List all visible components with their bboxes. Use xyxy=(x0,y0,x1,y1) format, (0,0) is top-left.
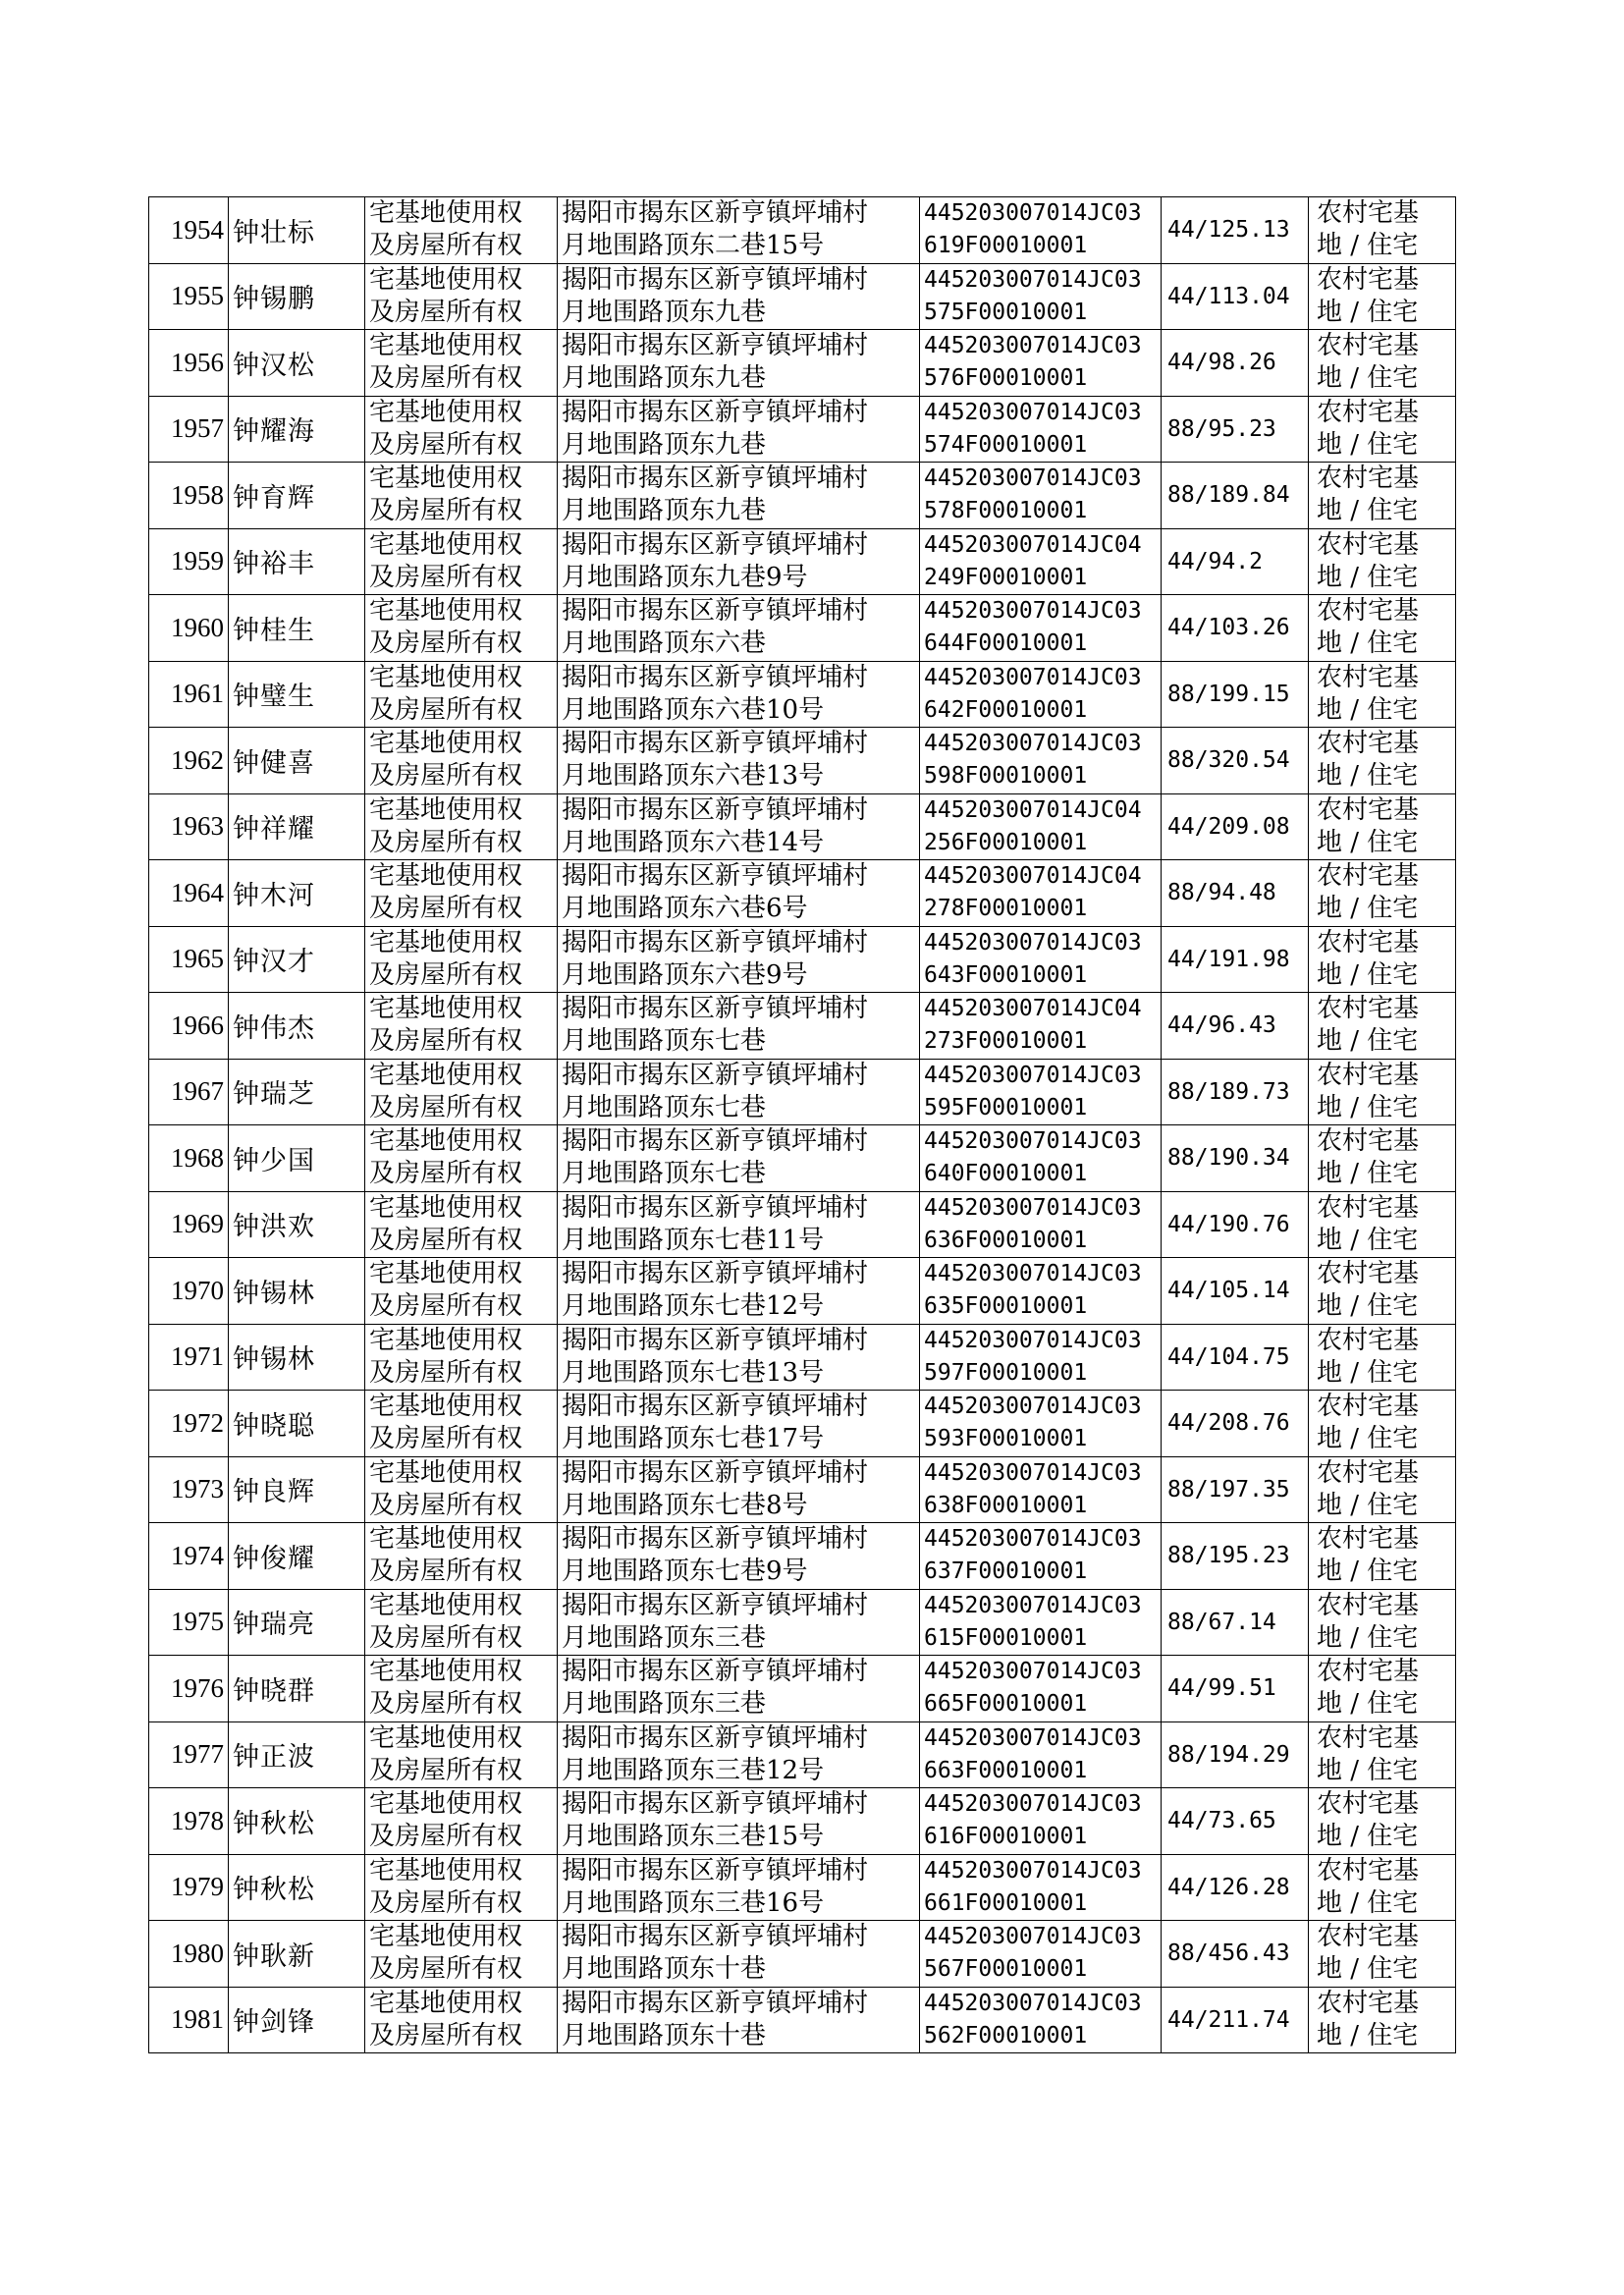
table-row xyxy=(149,1391,1456,1457)
record-number-cell: 1980 xyxy=(149,1921,229,1988)
record-number-cell: 1972 xyxy=(149,1391,229,1457)
owner-name-cell: 钟锡林 xyxy=(229,1258,365,1325)
area-cell: 88/190.34 xyxy=(1162,1125,1309,1192)
right-type-cell: 宅基地使用权 及房屋所有权 xyxy=(365,1391,558,1457)
area-cell: 44/211.74 xyxy=(1162,1987,1309,2053)
table-row xyxy=(149,463,1456,529)
parcel-code-cell: 445203007014JC03 637F00010001 xyxy=(920,1523,1162,1590)
area-cell: 44/113.04 xyxy=(1162,263,1309,330)
parcel-code-cell: 445203007014JC03 593F00010001 xyxy=(920,1391,1162,1457)
right-type-cell: 宅基地使用权 及房屋所有权 xyxy=(365,728,558,794)
table-row xyxy=(149,1523,1456,1590)
address-cell: 揭阳市揭东区新亨镇坪埔村 月地围路顶东七巷 xyxy=(558,1125,920,1192)
record-number-cell: 1967 xyxy=(149,1059,229,1125)
land-use-cell: 农村宅基 地 / 住宅 xyxy=(1309,1059,1456,1125)
record-number-cell: 1979 xyxy=(149,1854,229,1921)
parcel-code-cell: 445203007014JC03 597F00010001 xyxy=(920,1324,1162,1391)
area-cell: 88/189.73 xyxy=(1162,1059,1309,1125)
address-cell: 揭阳市揭东区新亨镇坪埔村 月地围路顶东十巷 xyxy=(558,1921,920,1988)
parcel-code-cell: 445203007014JC03 616F00010001 xyxy=(920,1788,1162,1855)
table-row xyxy=(149,1656,1456,1722)
parcel-code-cell: 445203007014JC03 665F00010001 xyxy=(920,1656,1162,1722)
area-cell: 44/190.76 xyxy=(1162,1191,1309,1258)
right-type-cell: 宅基地使用权 及房屋所有权 xyxy=(365,463,558,529)
right-type-cell: 宅基地使用权 及房屋所有权 xyxy=(365,1854,558,1921)
land-use-cell: 农村宅基 地 / 住宅 xyxy=(1309,1854,1456,1921)
owner-name-cell: 钟秋松 xyxy=(229,1854,365,1921)
table-row xyxy=(149,528,1456,595)
parcel-code-cell: 445203007014JC04 273F00010001 xyxy=(920,993,1162,1060)
record-number-cell: 1973 xyxy=(149,1456,229,1523)
right-type-cell: 宅基地使用权 及房屋所有权 xyxy=(365,1987,558,2053)
area-cell: 44/98.26 xyxy=(1162,330,1309,397)
land-use-cell: 农村宅基 地 / 住宅 xyxy=(1309,1523,1456,1590)
area-cell: 88/194.29 xyxy=(1162,1721,1309,1788)
record-number-cell: 1977 xyxy=(149,1721,229,1788)
address-cell: 揭阳市揭东区新亨镇坪埔村 月地围路顶东六巷14号 xyxy=(558,793,920,860)
owner-name-cell: 钟晓群 xyxy=(229,1656,365,1722)
land-use-cell: 农村宅基 地 / 住宅 xyxy=(1309,197,1456,264)
parcel-code-cell: 445203007014JC03 640F00010001 xyxy=(920,1125,1162,1192)
parcel-code-cell: 445203007014JC03 595F00010001 xyxy=(920,1059,1162,1125)
right-type-cell: 宅基地使用权 及房屋所有权 xyxy=(365,1191,558,1258)
table-row xyxy=(149,793,1456,860)
table-row xyxy=(149,197,1456,264)
parcel-code-cell: 445203007014JC03 635F00010001 xyxy=(920,1258,1162,1325)
record-number-cell: 1958 xyxy=(149,463,229,529)
address-cell: 揭阳市揭东区新亨镇坪埔村 月地围路顶东六巷6号 xyxy=(558,860,920,927)
parcel-code-cell: 445203007014JC03 638F00010001 xyxy=(920,1456,1162,1523)
area-cell: 44/94.2 xyxy=(1162,528,1309,595)
area-cell: 44/126.28 xyxy=(1162,1854,1309,1921)
land-use-cell: 农村宅基 地 / 住宅 xyxy=(1309,1589,1456,1656)
area-cell: 88/95.23 xyxy=(1162,396,1309,463)
right-type-cell: 宅基地使用权 及房屋所有权 xyxy=(365,396,558,463)
right-type-cell: 宅基地使用权 及房屋所有权 xyxy=(365,1125,558,1192)
land-use-cell: 农村宅基 地 / 住宅 xyxy=(1309,1191,1456,1258)
address-cell: 揭阳市揭东区新亨镇坪埔村 月地围路顶东三巷15号 xyxy=(558,1788,920,1855)
area-cell: 44/208.76 xyxy=(1162,1391,1309,1457)
right-type-cell: 宅基地使用权 及房屋所有权 xyxy=(365,793,558,860)
land-use-cell: 农村宅基 地 / 住宅 xyxy=(1309,993,1456,1060)
parcel-code-cell: 445203007014JC04 256F00010001 xyxy=(920,793,1162,860)
owner-name-cell: 钟璧生 xyxy=(229,661,365,728)
address-cell: 揭阳市揭东区新亨镇坪埔村 月地围路顶东七巷12号 xyxy=(558,1258,920,1325)
parcel-code-cell: 445203007014JC03 642F00010001 xyxy=(920,661,1162,728)
record-number-cell: 1957 xyxy=(149,396,229,463)
right-type-cell: 宅基地使用权 及房屋所有权 xyxy=(365,1324,558,1391)
owner-name-cell: 钟瑞芝 xyxy=(229,1059,365,1125)
table-row xyxy=(149,728,1456,794)
owner-name-cell: 钟良辉 xyxy=(229,1456,365,1523)
address-cell: 揭阳市揭东区新亨镇坪埔村 月地围路顶东七巷17号 xyxy=(558,1391,920,1457)
table-row xyxy=(149,1191,1456,1258)
right-type-cell: 宅基地使用权 及房屋所有权 xyxy=(365,1059,558,1125)
land-use-cell: 农村宅基 地 / 住宅 xyxy=(1309,1788,1456,1855)
parcel-code-cell: 445203007014JC03 644F00010001 xyxy=(920,595,1162,662)
table-row xyxy=(149,1456,1456,1523)
right-type-cell: 宅基地使用权 及房屋所有权 xyxy=(365,528,558,595)
record-number-cell: 1978 xyxy=(149,1788,229,1855)
area-cell: 44/209.08 xyxy=(1162,793,1309,860)
address-cell: 揭阳市揭东区新亨镇坪埔村 月地围路顶东三巷12号 xyxy=(558,1721,920,1788)
record-number-cell: 1971 xyxy=(149,1324,229,1391)
parcel-code-cell: 445203007014JC03 663F00010001 xyxy=(920,1721,1162,1788)
table-row xyxy=(149,1258,1456,1325)
address-cell: 揭阳市揭东区新亨镇坪埔村 月地围路顶东三巷16号 xyxy=(558,1854,920,1921)
parcel-code-cell: 445203007014JC04 278F00010001 xyxy=(920,860,1162,927)
record-number-cell: 1981 xyxy=(149,1987,229,2053)
record-number-cell: 1960 xyxy=(149,595,229,662)
area-cell: 44/191.98 xyxy=(1162,926,1309,993)
owner-name-cell: 钟洪欢 xyxy=(229,1191,365,1258)
area-cell: 88/94.48 xyxy=(1162,860,1309,927)
table-row xyxy=(149,595,1456,662)
table-row xyxy=(149,330,1456,397)
parcel-code-cell: 445203007014JC03 562F00010001 xyxy=(920,1987,1162,2053)
table-row xyxy=(149,661,1456,728)
owner-name-cell: 钟正波 xyxy=(229,1721,365,1788)
land-use-cell: 农村宅基 地 / 住宅 xyxy=(1309,1721,1456,1788)
record-number-cell: 1964 xyxy=(149,860,229,927)
address-cell: 揭阳市揭东区新亨镇坪埔村 月地围路顶东九巷 xyxy=(558,263,920,330)
right-type-cell: 宅基地使用权 及房屋所有权 xyxy=(365,1589,558,1656)
table-row xyxy=(149,1987,1456,2053)
parcel-code-cell: 445203007014JC03 567F00010001 xyxy=(920,1921,1162,1988)
owner-name-cell: 钟锡林 xyxy=(229,1324,365,1391)
right-type-cell: 宅基地使用权 及房屋所有权 xyxy=(365,661,558,728)
owner-name-cell: 钟俊耀 xyxy=(229,1523,365,1590)
table-row xyxy=(149,396,1456,463)
land-use-cell: 农村宅基 地 / 住宅 xyxy=(1309,860,1456,927)
land-use-cell: 农村宅基 地 / 住宅 xyxy=(1309,396,1456,463)
record-number-cell: 1976 xyxy=(149,1656,229,1722)
table-row xyxy=(149,993,1456,1060)
land-use-cell: 农村宅基 地 / 住宅 xyxy=(1309,1987,1456,2053)
area-cell: 88/320.54 xyxy=(1162,728,1309,794)
right-type-cell: 宅基地使用权 及房屋所有权 xyxy=(365,1523,558,1590)
address-cell: 揭阳市揭东区新亨镇坪埔村 月地围路顶东七巷9号 xyxy=(558,1523,920,1590)
area-cell: 88/189.84 xyxy=(1162,463,1309,529)
owner-name-cell: 钟祥耀 xyxy=(229,793,365,860)
area-cell: 44/104.75 xyxy=(1162,1324,1309,1391)
land-use-cell: 农村宅基 地 / 住宅 xyxy=(1309,1391,1456,1457)
land-use-cell: 农村宅基 地 / 住宅 xyxy=(1309,595,1456,662)
parcel-code-cell: 445203007014JC03 576F00010001 xyxy=(920,330,1162,397)
address-cell: 揭阳市揭东区新亨镇坪埔村 月地围路顶东三巷 xyxy=(558,1656,920,1722)
address-cell: 揭阳市揭东区新亨镇坪埔村 月地围路顶东六巷9号 xyxy=(558,926,920,993)
land-use-cell: 农村宅基 地 / 住宅 xyxy=(1309,263,1456,330)
record-number-cell: 1969 xyxy=(149,1191,229,1258)
right-type-cell: 宅基地使用权 及房屋所有权 xyxy=(365,860,558,927)
record-number-cell: 1966 xyxy=(149,993,229,1060)
owner-name-cell: 钟秋松 xyxy=(229,1788,365,1855)
land-use-cell: 农村宅基 地 / 住宅 xyxy=(1309,1921,1456,1988)
table-row xyxy=(149,1921,1456,1988)
owner-name-cell: 钟锡鹏 xyxy=(229,263,365,330)
record-number-cell: 1975 xyxy=(149,1589,229,1656)
address-cell: 揭阳市揭东区新亨镇坪埔村 月地围路顶东九巷 xyxy=(558,463,920,529)
address-cell: 揭阳市揭东区新亨镇坪埔村 月地围路顶东六巷10号 xyxy=(558,661,920,728)
land-use-cell: 农村宅基 地 / 住宅 xyxy=(1309,1324,1456,1391)
owner-name-cell: 钟壮标 xyxy=(229,197,365,264)
right-type-cell: 宅基地使用权 及房屋所有权 xyxy=(365,993,558,1060)
parcel-code-cell: 445203007014JC03 619F00010001 xyxy=(920,197,1162,264)
right-type-cell: 宅基地使用权 及房屋所有权 xyxy=(365,1258,558,1325)
table-row xyxy=(149,860,1456,927)
address-cell: 揭阳市揭东区新亨镇坪埔村 月地围路顶东三巷 xyxy=(558,1589,920,1656)
table-row xyxy=(149,1788,1456,1855)
record-number-cell: 1974 xyxy=(149,1523,229,1590)
right-type-cell: 宅基地使用权 及房屋所有权 xyxy=(365,1656,558,1722)
area-cell: 88/67.14 xyxy=(1162,1589,1309,1656)
area-cell: 44/96.43 xyxy=(1162,993,1309,1060)
owner-name-cell: 钟晓聪 xyxy=(229,1391,365,1457)
owner-name-cell: 钟少国 xyxy=(229,1125,365,1192)
land-use-cell: 农村宅基 地 / 住宅 xyxy=(1309,661,1456,728)
area-cell: 44/99.51 xyxy=(1162,1656,1309,1722)
right-type-cell: 宅基地使用权 及房屋所有权 xyxy=(365,926,558,993)
address-cell: 揭阳市揭东区新亨镇坪埔村 月地围路顶东六巷13号 xyxy=(558,728,920,794)
table-row xyxy=(149,1854,1456,1921)
right-type-cell: 宅基地使用权 及房屋所有权 xyxy=(365,1721,558,1788)
address-cell: 揭阳市揭东区新亨镇坪埔村 月地围路顶东七巷13号 xyxy=(558,1324,920,1391)
owner-name-cell: 钟育辉 xyxy=(229,463,365,529)
record-number-cell: 1954 xyxy=(149,197,229,264)
land-use-cell: 农村宅基 地 / 住宅 xyxy=(1309,528,1456,595)
address-cell: 揭阳市揭东区新亨镇坪埔村 月地围路顶东七巷 xyxy=(558,1059,920,1125)
record-number-cell: 1965 xyxy=(149,926,229,993)
area-cell: 44/125.13 xyxy=(1162,197,1309,264)
owner-name-cell: 钟汉才 xyxy=(229,926,365,993)
right-type-cell: 宅基地使用权 及房屋所有权 xyxy=(365,1788,558,1855)
parcel-code-cell: 445203007014JC03 615F00010001 xyxy=(920,1589,1162,1656)
land-use-cell: 农村宅基 地 / 住宅 xyxy=(1309,1456,1456,1523)
owner-name-cell: 钟耿新 xyxy=(229,1921,365,1988)
parcel-code-cell: 445203007014JC03 575F00010001 xyxy=(920,263,1162,330)
record-number-cell: 1959 xyxy=(149,528,229,595)
address-cell: 揭阳市揭东区新亨镇坪埔村 月地围路顶东十巷 xyxy=(558,1987,920,2053)
table-row xyxy=(149,1059,1456,1125)
parcel-code-cell: 445203007014JC03 643F00010001 xyxy=(920,926,1162,993)
address-cell: 揭阳市揭东区新亨镇坪埔村 月地围路顶东七巷11号 xyxy=(558,1191,920,1258)
area-cell: 88/199.15 xyxy=(1162,661,1309,728)
table-body xyxy=(149,197,1456,2053)
address-cell: 揭阳市揭东区新亨镇坪埔村 月地围路顶东七巷8号 xyxy=(558,1456,920,1523)
right-type-cell: 宅基地使用权 及房屋所有权 xyxy=(365,595,558,662)
parcel-code-cell: 445203007014JC04 249F00010001 xyxy=(920,528,1162,595)
record-number-cell: 1962 xyxy=(149,728,229,794)
registry-table xyxy=(148,196,1456,2053)
land-use-cell: 农村宅基 地 / 住宅 xyxy=(1309,1656,1456,1722)
table-row xyxy=(149,1324,1456,1391)
land-use-cell: 农村宅基 地 / 住宅 xyxy=(1309,1258,1456,1325)
parcel-code-cell: 445203007014JC03 636F00010001 xyxy=(920,1191,1162,1258)
owner-name-cell: 钟瑞亮 xyxy=(229,1589,365,1656)
owner-name-cell: 钟桂生 xyxy=(229,595,365,662)
land-use-cell: 农村宅基 地 / 住宅 xyxy=(1309,926,1456,993)
address-cell: 揭阳市揭东区新亨镇坪埔村 月地围路顶东七巷 xyxy=(558,993,920,1060)
table-row xyxy=(149,1125,1456,1192)
record-number-cell: 1963 xyxy=(149,793,229,860)
table-row xyxy=(149,926,1456,993)
address-cell: 揭阳市揭东区新亨镇坪埔村 月地围路顶东二巷15号 xyxy=(558,197,920,264)
address-cell: 揭阳市揭东区新亨镇坪埔村 月地围路顶东九巷 xyxy=(558,396,920,463)
table-row xyxy=(149,1589,1456,1656)
record-number-cell: 1955 xyxy=(149,263,229,330)
land-use-cell: 农村宅基 地 / 住宅 xyxy=(1309,463,1456,529)
land-use-cell: 农村宅基 地 / 住宅 xyxy=(1309,1125,1456,1192)
right-type-cell: 宅基地使用权 及房屋所有权 xyxy=(365,1456,558,1523)
owner-name-cell: 钟耀海 xyxy=(229,396,365,463)
record-number-cell: 1961 xyxy=(149,661,229,728)
area-cell: 88/195.23 xyxy=(1162,1523,1309,1590)
area-cell: 88/197.35 xyxy=(1162,1456,1309,1523)
right-type-cell: 宅基地使用权 及房屋所有权 xyxy=(365,197,558,264)
right-type-cell: 宅基地使用权 及房屋所有权 xyxy=(365,1921,558,1988)
owner-name-cell: 钟汉松 xyxy=(229,330,365,397)
parcel-code-cell: 445203007014JC03 598F00010001 xyxy=(920,728,1162,794)
parcel-code-cell: 445203007014JC03 574F00010001 xyxy=(920,396,1162,463)
right-type-cell: 宅基地使用权 及房屋所有权 xyxy=(365,330,558,397)
area-cell: 88/456.43 xyxy=(1162,1921,1309,1988)
parcel-code-cell: 445203007014JC03 661F00010001 xyxy=(920,1854,1162,1921)
owner-name-cell: 钟健喜 xyxy=(229,728,365,794)
table-row xyxy=(149,263,1456,330)
area-cell: 44/103.26 xyxy=(1162,595,1309,662)
record-number-cell: 1956 xyxy=(149,330,229,397)
address-cell: 揭阳市揭东区新亨镇坪埔村 月地围路顶东九巷 xyxy=(558,330,920,397)
owner-name-cell: 钟伟杰 xyxy=(229,993,365,1060)
address-cell: 揭阳市揭东区新亨镇坪埔村 月地围路顶东九巷9号 xyxy=(558,528,920,595)
parcel-code-cell: 445203007014JC03 578F00010001 xyxy=(920,463,1162,529)
area-cell: 44/73.65 xyxy=(1162,1788,1309,1855)
address-cell: 揭阳市揭东区新亨镇坪埔村 月地围路顶东六巷 xyxy=(558,595,920,662)
area-cell: 44/105.14 xyxy=(1162,1258,1309,1325)
record-number-cell: 1970 xyxy=(149,1258,229,1325)
record-number-cell: 1968 xyxy=(149,1125,229,1192)
owner-name-cell: 钟木河 xyxy=(229,860,365,927)
right-type-cell: 宅基地使用权 及房屋所有权 xyxy=(365,263,558,330)
table-row xyxy=(149,1721,1456,1788)
land-use-cell: 农村宅基 地 / 住宅 xyxy=(1309,728,1456,794)
land-use-cell: 农村宅基 地 / 住宅 xyxy=(1309,330,1456,397)
owner-name-cell: 钟裕丰 xyxy=(229,528,365,595)
owner-name-cell: 钟剑锋 xyxy=(229,1987,365,2053)
land-use-cell: 农村宅基 地 / 住宅 xyxy=(1309,793,1456,860)
